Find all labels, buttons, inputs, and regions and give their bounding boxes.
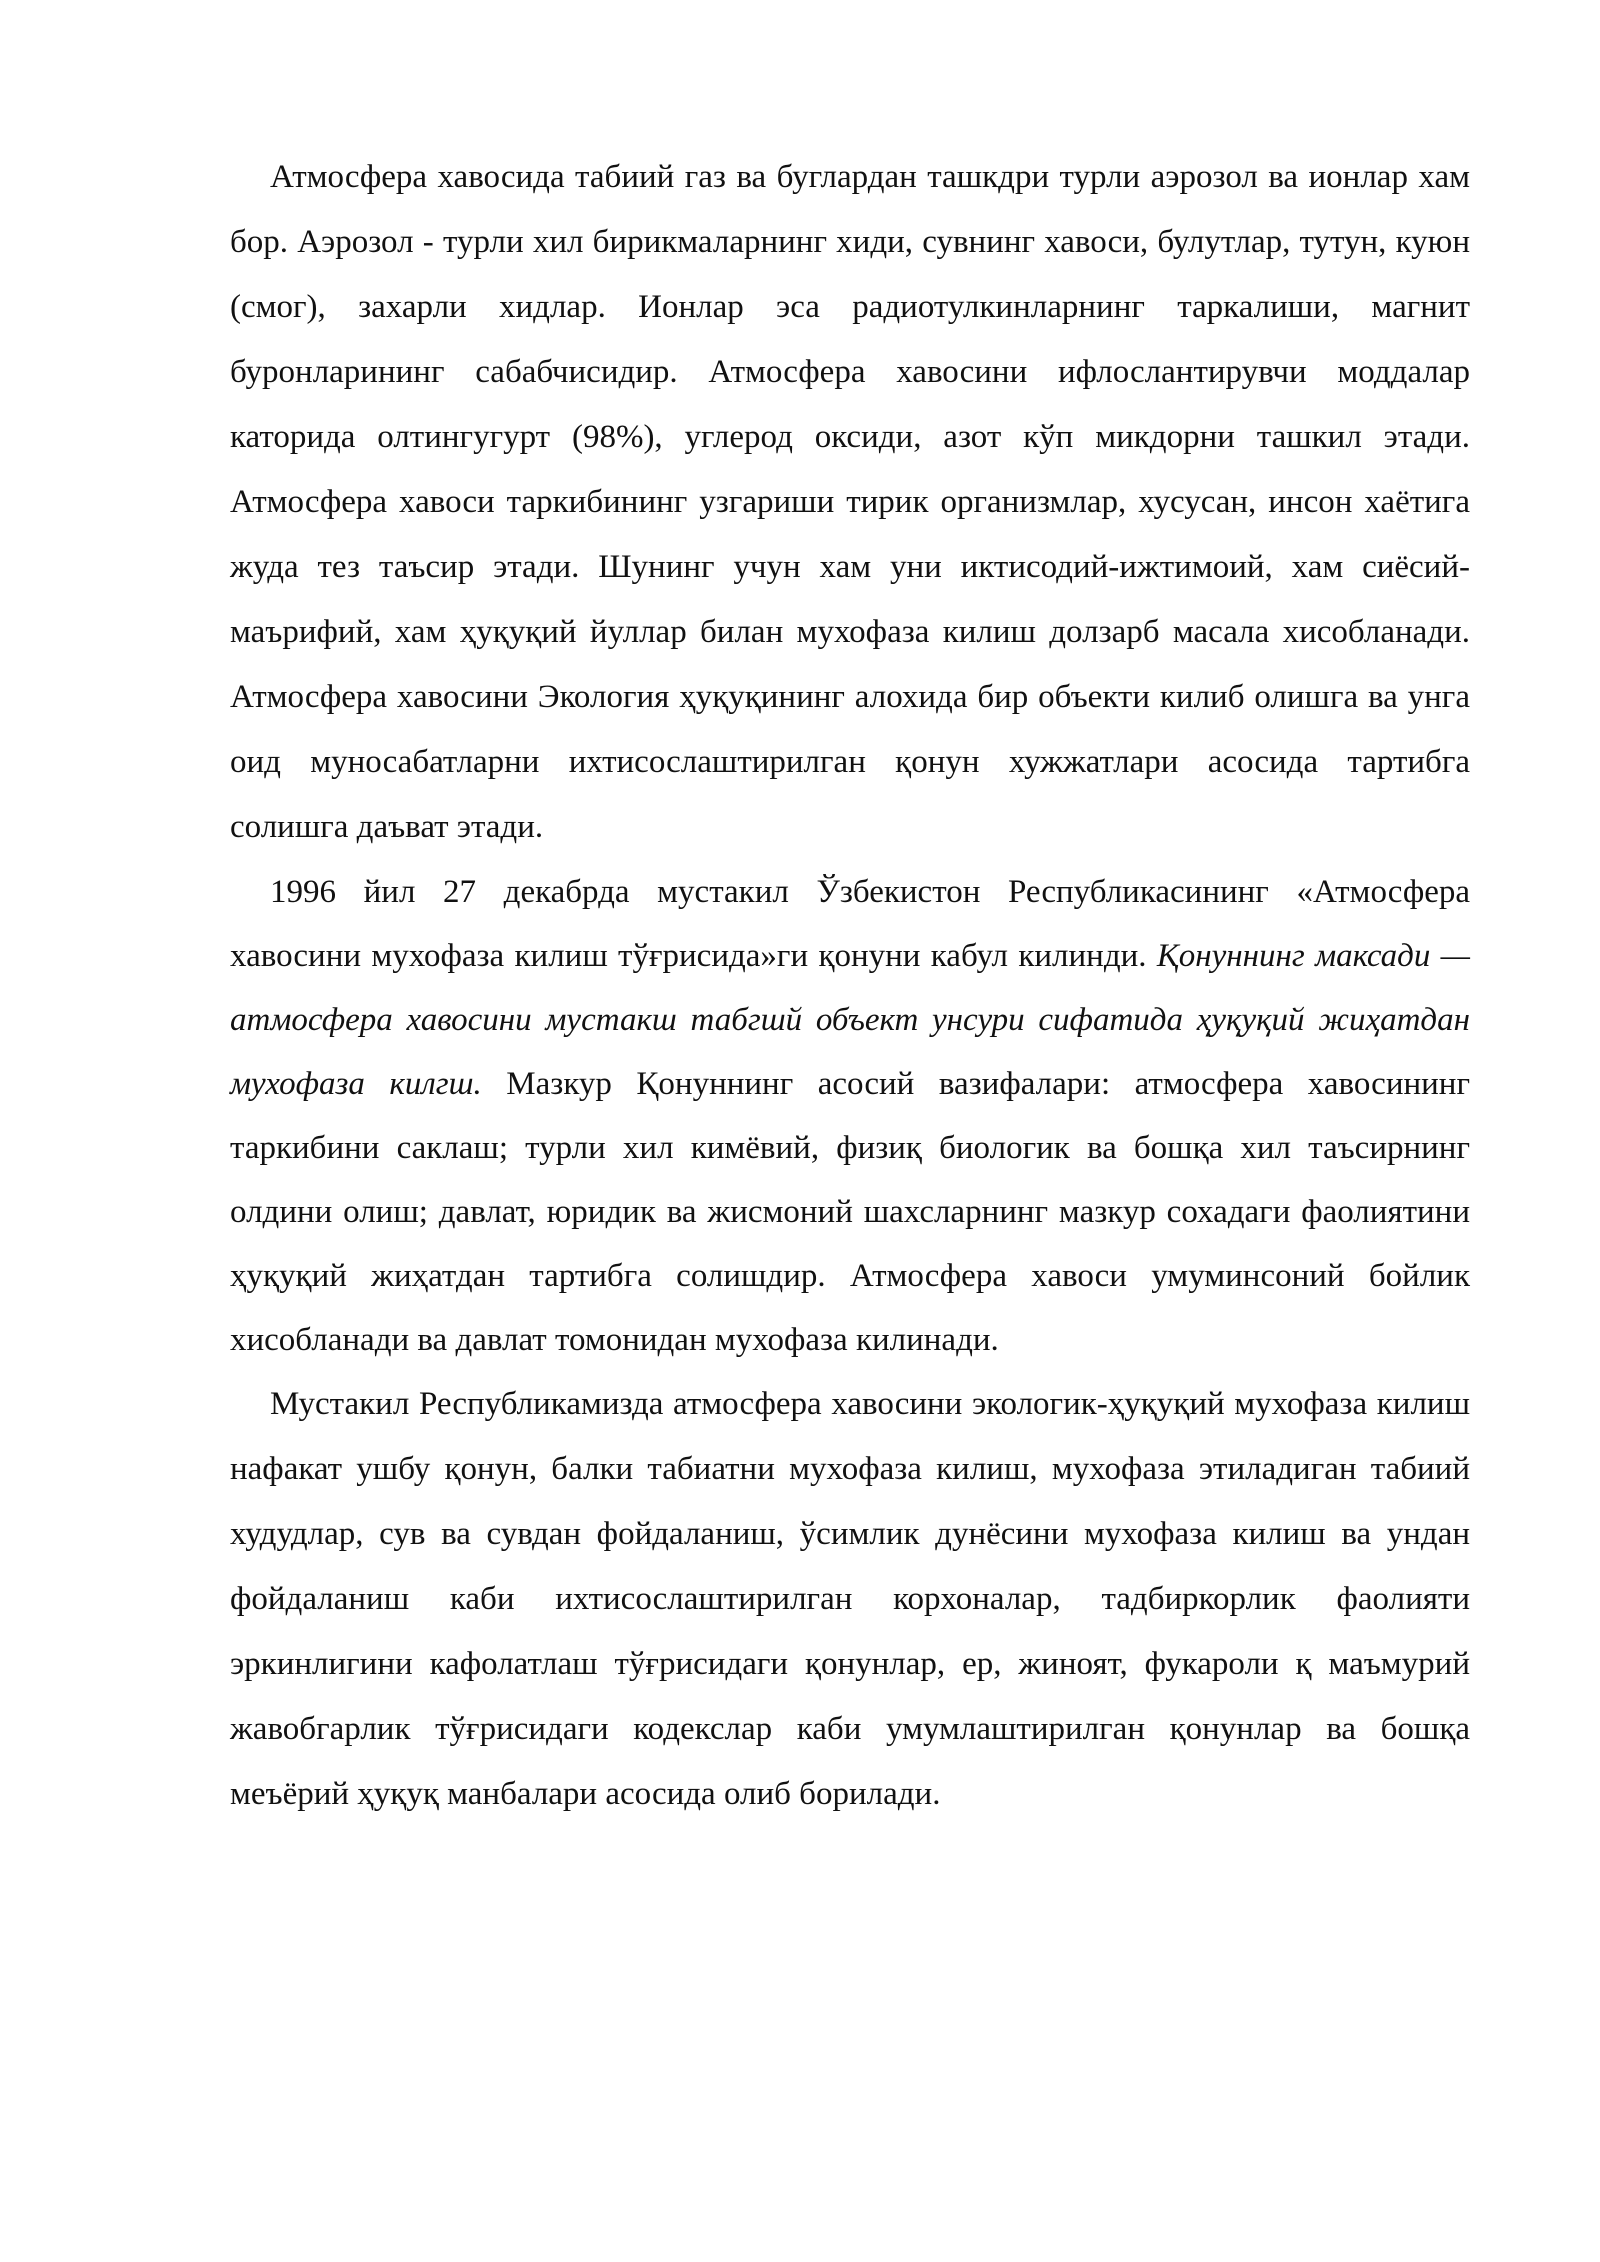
paragraph-2-text-end: Мазкур Қонуннинг асосий вазифалари: атмосфера хавосининг таркибини саклаш; турли хил кимёвий, физиқ биологик ва бошқа хил таъсирнинг олдини олиш; давлат, юридик ва жисмоний шахсларнинг мазкур сохадаги фаолиятини ҳуқуқий жиҳатдан тартибга солишдир. Атмосфера хавоси умуминсоний бойлик хисобланади ва давлат томонидан мухофаза килинади. xyxy=(230,1066,1470,1358)
paragraph-3: Мустакил Республикамизда атмосфера хавосини экологик-ҳуқуқий мухофаза килиш нафакат ушбу қонун, балки табиатни мухофаза килиш, мухофаза этиладиган табиий худудлар, сув ва сувдан фойдаланиш, ўсимлик дунёсини мухофаза килиш ва ундан фойдаланиш каби ихтисослаштирилган корхоналар, тадбиркорлик фаолияти эркинлигини кафолатлаш тўғрисидаги қонунлар, ер, жиноят, фукароли қ маъмурий жавобгарлик тўғрисидаги кодекслар каби умумлаштирилган қонунлар ва бошқа меъёрий ҳуқуқ манбалари асосида олиб борилади. xyxy=(230,1386,1470,1812)
paragraph-1: Атмосфера хавосида табиий газ ва буглардан ташкдри турли аэрозол ва ионлар хам бор. Аэрозол - турли хил бирикмаларнинг хиди, сувнинг хавоси, булутлар, тутун, куюн (смог), захарли хидлар. Ионлар эса радиотулкинларнинг таркалиши, магнит буронларининг сабабчисидир. Атмосфера хавосини ифлослантирувчи моддалар каторида олтингугурт (98%), углерод оксиди, азот кўп микдорни ташкил этади. Атмосфера хавоси таркибининг узгариши тирик организмлар, хусусан, инсон хаётига жуда тез таъсир этади. Шунинг учун хам уни иктисодий-ижтимоий, хам сиёсий-маърифий, хам ҳуқуқий йуллар билан мухофаза килиш долзарб масала хисобланади. Атмосфера хавосини Экология ҳуқуқининг алохида бир объекти килиб олишга ва унга оид муносабатларни ихтисослаштирилган қонун хужжатлари асосида тартибга солишга даъват этади. xyxy=(230,159,1470,845)
paragraph-2-text-start: 1996 йил 27 декабрда мустакил Ўзбекистон Республикасининг «Атмосфера хавосини мухофаза килиш тўғрисида»ги қонуни кабул килинди. xyxy=(230,874,1470,974)
paragraph-2-italic-text: Қонуннинг максади — атмосфера хавосини мустакш табгшй объект унсури сифатида ҳуқуқий жиҳатдан мухофаза килгш. xyxy=(230,938,1470,1102)
document-body xyxy=(230,145,1470,1827)
paragraph-2 xyxy=(230,860,1470,1372)
